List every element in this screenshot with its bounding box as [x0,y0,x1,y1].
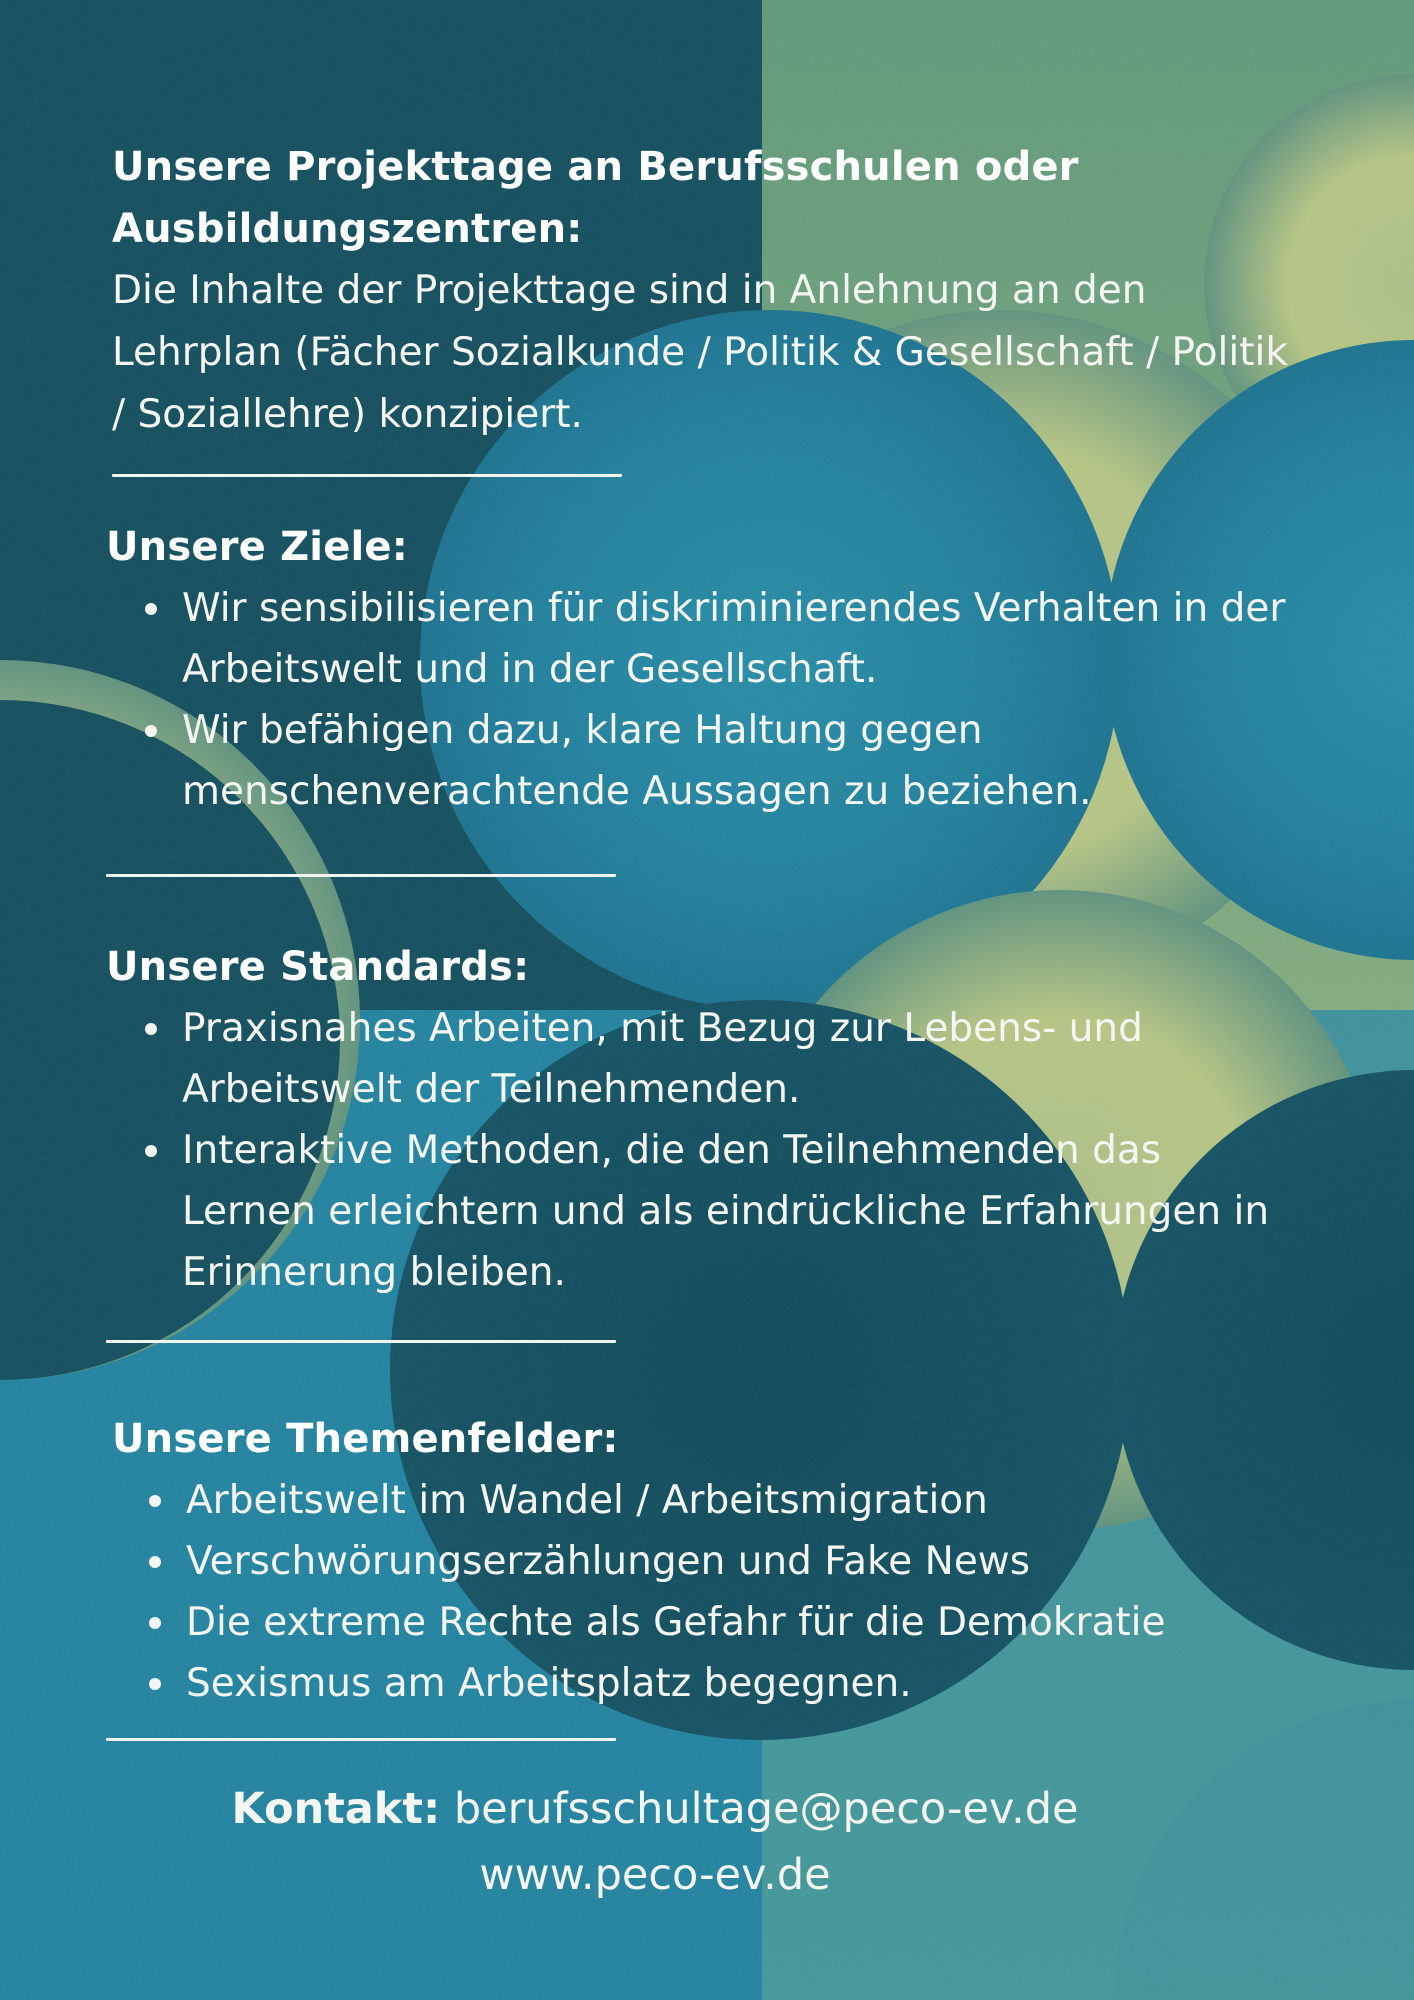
contact-email[interactable]: berufsschultage@peco-ev.de [453,1784,1079,1834]
themen-list [146,1470,1296,1714]
divider-1 [112,474,622,477]
list-item: Sexismus am Arbeitsplatz begegnen. [146,1653,1296,1714]
website-link[interactable]: www.peco-ev.de [479,1850,831,1900]
contact-label: Kontakt: [231,1784,441,1834]
standards-heading: Unsere Standards: [106,944,530,990]
standards-list [142,998,1292,1303]
list-item: Wir sensibilisieren für diskriminierendes Verhalten in der Arbeitswelt und in der Gesellschaft. [142,578,1292,700]
ziele-heading: Unsere Ziele: [106,524,408,570]
list-item: Die extreme Rechte als Gefahr für die Demokratie [146,1592,1296,1653]
themen-heading: Unsere Themenfelder: [112,1416,619,1462]
list-item: Praxisnahes Arbeiten, mit Bezug zur Lebens- und Arbeitswelt der Teilnehmenden. [142,998,1292,1120]
list-item: Arbeitswelt im Wandel / Arbeitsmigration [146,1470,1296,1531]
list-item: Verschwörungserzählungen und Fake News [146,1531,1296,1592]
divider-3 [106,1340,616,1343]
contact-line [0,1776,1310,1842]
divider-4 [106,1738,616,1741]
list-item: Wir befähigen dazu, klare Haltung gegen menschenverachtende Aussagen zu beziehen. [142,700,1292,822]
list-item: Interaktive Methoden, die den Teilnehmenden das Lernen erleichtern und als eindrückliche Erfahrungen in Erinnerung bleiben. [142,1120,1292,1303]
divider-2 [106,874,616,877]
intro-text: Die Inhalte der Projekttage sind in Anlehnung an den Lehrplan (Fächer Sozialkunde / Politik & Gesellschaft / Politik / Soziallehre) konzipiert. [112,268,1288,437]
intro-heading: Unsere Projekttage an Berufsschulen oder Ausbildungszentren: [112,144,1079,252]
ziele-list [142,578,1292,822]
